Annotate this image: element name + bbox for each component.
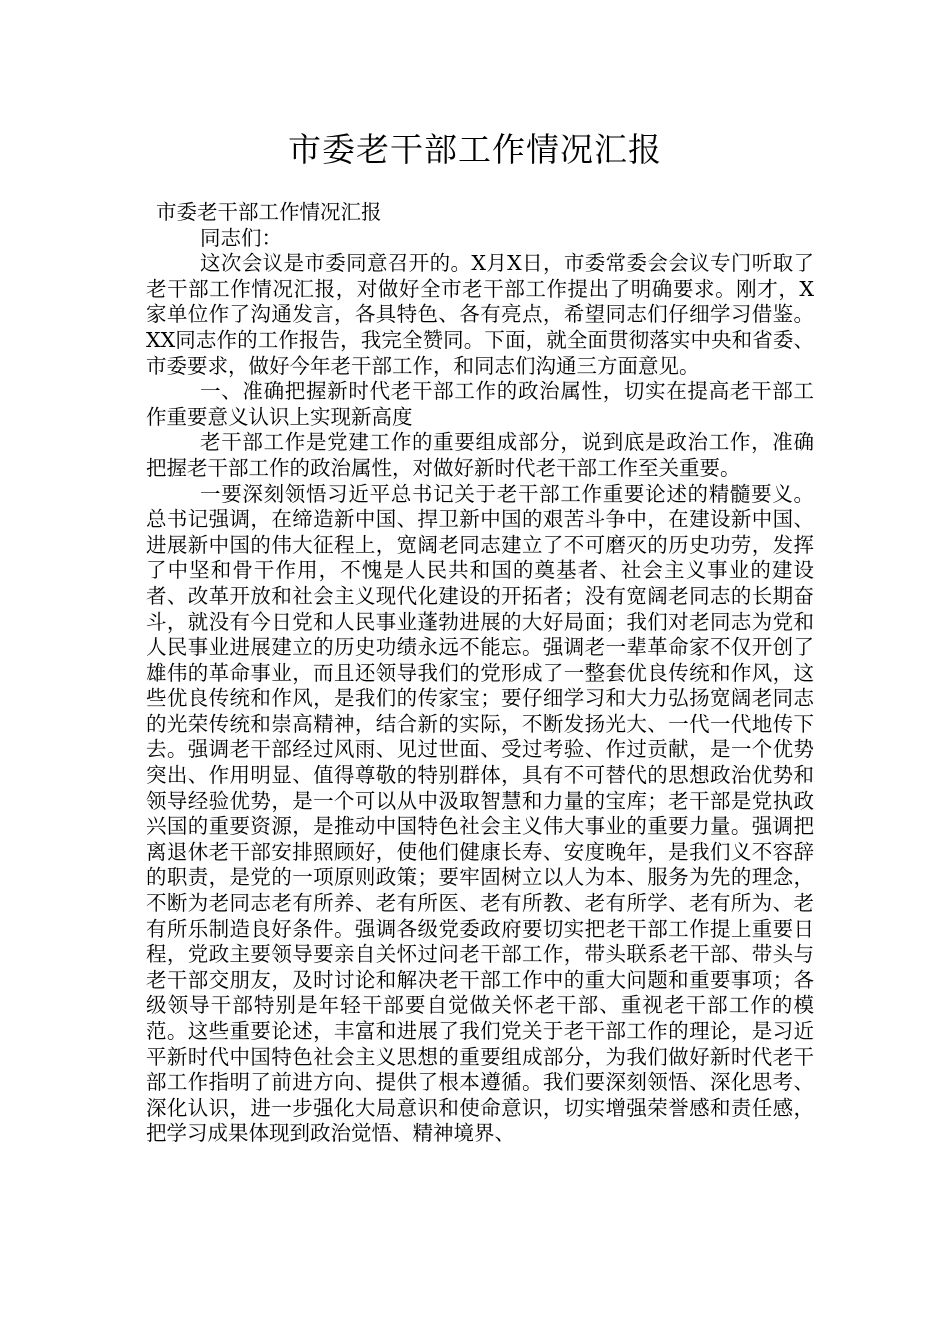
section-heading-1: 一、准确把握新时代老干部工作的政治属性，切实在提高老干部工作重要意义认识上实现新高度 <box>146 379 814 429</box>
document-subheading: 市委老干部工作情况汇报 <box>156 200 382 224</box>
paragraph-intro: 这次会议是市委同意召开的。X月X日，市委常委会会议专门听取了老干部工作情况汇报，对做好全市老干部工作提出了明确要求。刚才，X家单位作了沟通发言，各具特色、各有亮点，希望同志们仔细学习借鉴。XX同志作的工作报告，我完全赞同。下面，就全面贯彻落实中央和省委、市委要求，做好今年老干部工作，和同志们沟通三方面意见。 <box>146 251 814 378</box>
salutation: 同志们： <box>200 225 282 250</box>
document-body <box>146 200 814 1147</box>
paragraph-first-point: 一要深刻领悟习近平总书记关于老干部工作重要论述的精髓要义。总书记强调，在缔造新中国、捍卫新中国的艰苦斗争中，在建设新中国、进展新中国的伟大征程上，宽阔老同志建立了不可磨灭的历史功劳，发挥了中坚和骨干作用，不愧是人民共和国的奠基者、社会主义事业的建设者、改革开放和社会主义现代化建设的开拓者；没有宽阔老同志的长期奋斗，就没有今日党和人民事业蓬勃进展的大好局面；我们对老同志为党和人民事业进展建立的历史功绩永远不能忘。强调老一辈革命家不仅开创了雄伟的革命事业，而且还领导我们的党形成了一整套优良传统和作风，这些优良传统和作风，是我们的传家宝；要仔细学习和大力弘扬宽阔老同志的光荣传统和崇高精神，结合新的实际，不断发扬光大、一代一代地传下去。强调老干部经过风雨、见过世面、受过考验、作过贡献，是一个优势突出、作用明显、值得尊敬的特别群体，具有不可替代的思想政治优势和领导经验优势，是一个可以从中汲取智慧和力量的宝库；老干部是党执政兴国的重要资源，是推动中国特色社会主义伟大事业的重要力量。强调把离退休老干部安排照顾好，使他们健康长寿、安度晚年，是我们义不容辞的职责，是党的一项原则政策；要牢固树立以人为本、服务为先的理念，不断为老同志老有所养、老有所医、老有所教、老有所学、老有所为、老有所乐制造良好条件。强调各级党委政府要切实把老干部工作提上重要日程，党政主要领导要亲自关怀过问老干部工作，带头联系老干部、带头与老干部交朋友，及时讨论和解决老干部工作中的重大问题和重要事项；各级领导干部特别是年轻干部要自觉做关怀老干部、重视老干部工作的模范。这些重要论述，丰富和进展了我们党关于老干部工作的理论，是习近平新时代中国特色社会主义思想的重要组成部分，为我们做好新时代老干部工作指明了前进方向、提供了根本遵循。我们要深刻领悟、深化思考、深化认识，进一步强化大局意识和使命意识，切实增强荣誉感和责任感，把学习成果体现到政治觉悟、精神境界、 <box>146 481 814 1146</box>
document-title: 市委老干部工作情况汇报 <box>288 130 662 169</box>
paragraph-political-attribute: 老干部工作是党建工作的重要组成部分，说到底是政治工作，准确把握老干部工作的政治属性，对做好新时代老干部工作至关重要。 <box>146 430 814 480</box>
